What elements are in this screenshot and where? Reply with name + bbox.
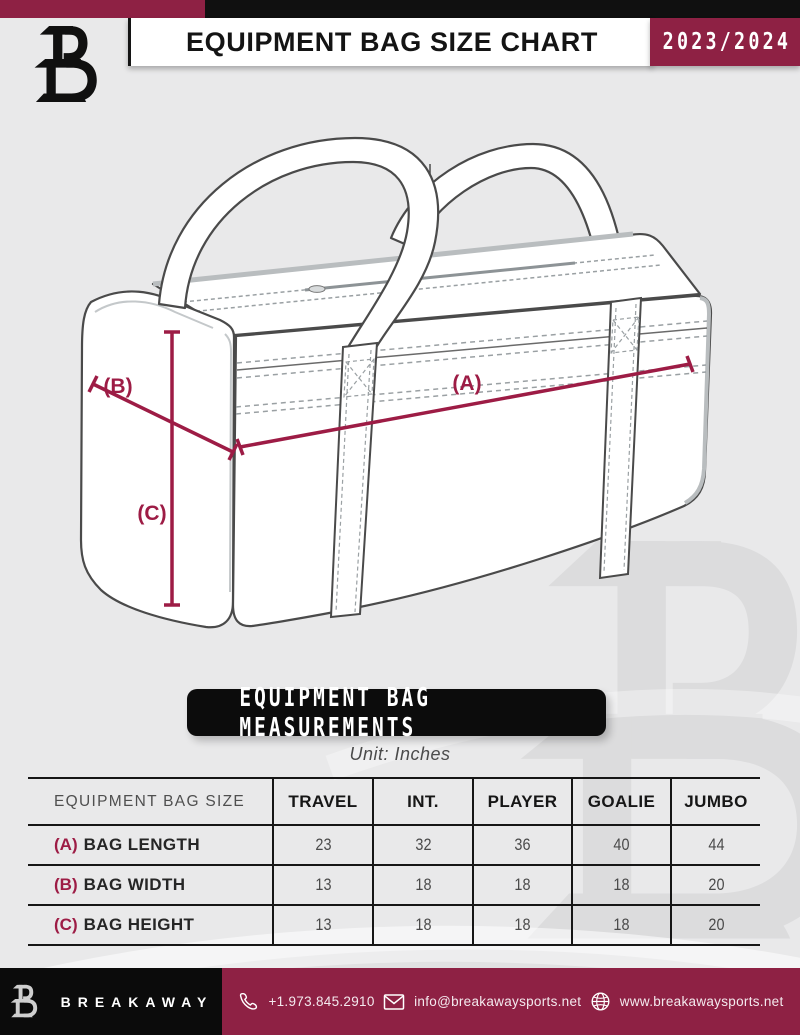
globe-icon xyxy=(590,991,611,1012)
table-cell: 23 xyxy=(272,826,372,864)
zipper-slider xyxy=(309,286,325,293)
size-table xyxy=(28,777,760,946)
table-cell: 18 xyxy=(472,906,571,944)
footer-phone[interactable] xyxy=(238,991,374,1012)
header-maroon-strip xyxy=(0,0,205,18)
table-cell: 13 xyxy=(272,866,372,904)
footer-email-text: info@breakawaysports.net xyxy=(414,994,582,1009)
table-row-width xyxy=(28,866,760,906)
unit-label: Unit: Inches xyxy=(349,744,451,764)
table-header-int: INT. xyxy=(372,779,472,824)
row-label: (B) BAG WIDTH xyxy=(54,875,186,894)
table-header-player: PLAYER xyxy=(472,779,571,824)
dimension-label-c: (C) xyxy=(137,502,167,525)
table-cell: 18 xyxy=(571,866,670,904)
bag-left-panel xyxy=(81,291,234,627)
table-cell: 36 xyxy=(472,826,571,864)
table-header-travel: TRAVEL xyxy=(272,779,372,824)
phone-icon xyxy=(238,991,259,1012)
table-cell: 13 xyxy=(272,906,372,944)
footer-brand-block xyxy=(0,968,222,1035)
row-label: (C) BAG HEIGHT xyxy=(54,915,195,934)
table-cell: 20 xyxy=(670,866,760,904)
breakaway-b-logo xyxy=(30,22,104,108)
table-cell: 18 xyxy=(571,906,670,944)
footer-contacts xyxy=(222,968,800,1035)
email-icon xyxy=(383,993,405,1011)
footer-website[interactable] xyxy=(590,991,784,1012)
table-cell: 18 xyxy=(372,866,472,904)
dimension-label-b: (B) xyxy=(103,375,133,398)
season-label: 2023/2024 xyxy=(662,29,791,55)
measurements-banner xyxy=(187,682,606,743)
page-title: EQUIPMENT BAG SIZE CHART xyxy=(186,26,598,57)
breakaway-b-logo xyxy=(9,983,40,1020)
table-row-height xyxy=(28,906,760,946)
table-cell: 44 xyxy=(670,826,760,864)
table-cell: 18 xyxy=(472,866,571,904)
table-cell: 18 xyxy=(372,906,472,944)
row-label: (A) BAG LENGTH xyxy=(54,835,200,854)
table-cell: 40 xyxy=(571,826,670,864)
table-row-length xyxy=(28,826,760,866)
footer-website-text: www.breakawaysports.net xyxy=(619,994,784,1009)
table-header-row xyxy=(28,779,760,826)
table-cell: 32 xyxy=(372,826,472,864)
bag-illustration xyxy=(55,122,745,674)
table-header-goalie: GOALIE xyxy=(571,779,670,824)
footer-email[interactable] xyxy=(383,993,581,1011)
title-bar xyxy=(128,18,653,66)
footer-phone-text: +1.973.845.2910 xyxy=(268,994,375,1009)
table-header-jumbo: JUMBO xyxy=(670,779,760,824)
header-black-strip xyxy=(205,0,800,18)
table-header-size: EQUIPMENT BAG SIZE xyxy=(54,792,246,810)
table-cell: 20 xyxy=(670,906,760,944)
measurements-banner-label: EQUIPMENT BAG MEASUREMENTS xyxy=(239,682,431,743)
season-box xyxy=(650,18,800,66)
footer-brand-name: BREAKAWAY xyxy=(60,993,214,1010)
dimension-label-a: (A) xyxy=(452,372,482,395)
footer xyxy=(0,968,800,1035)
